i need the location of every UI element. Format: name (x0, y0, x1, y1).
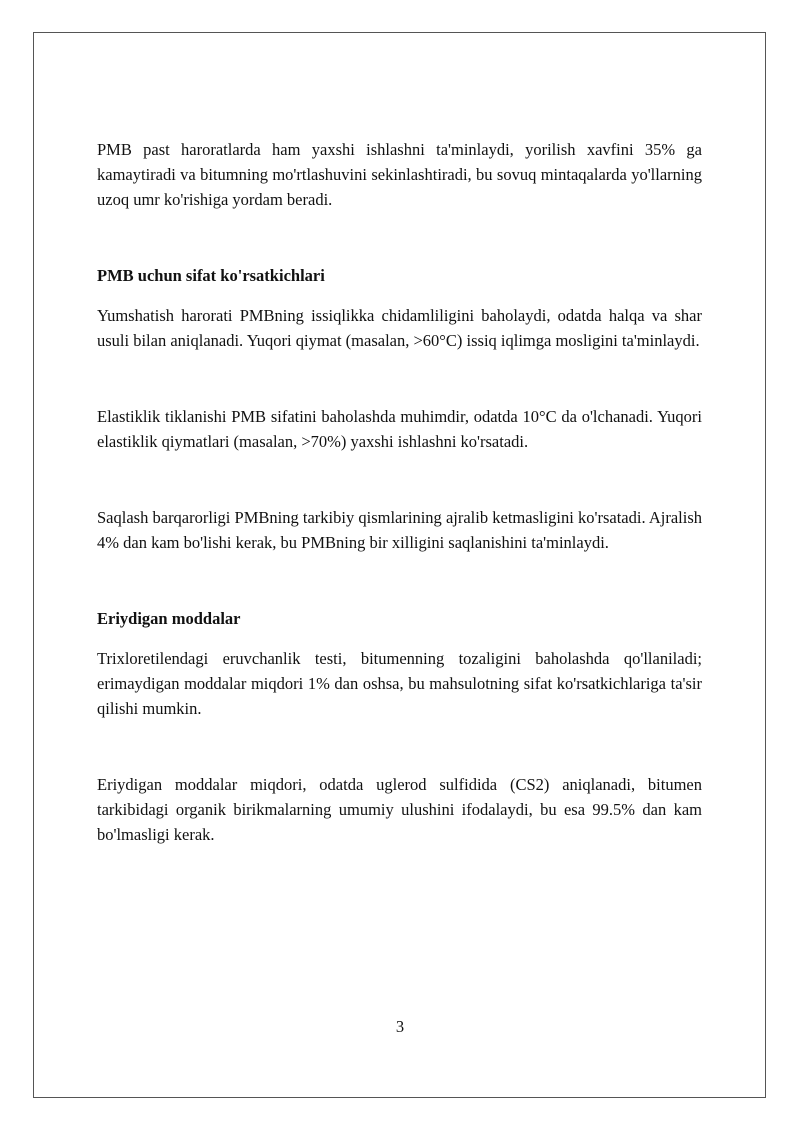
section-heading-quality-indicators: PMB uchun sifat ko'rsatkichlari (97, 266, 325, 285)
spacer (97, 555, 702, 606)
section-heading-soluble-substances: Eriydigan moddalar (97, 609, 241, 628)
paragraph-trichloroethylene-solubility: Trixloretilendagi eruvchanlik testi, bitumenning tozaligini baholashda qo'llaniladi; erimaydigan moddalar miqdori 1% dan oshsa, bu mahsulotning sifat ko'rsatkichlariga ta'sir qilishi mumkin. (97, 649, 702, 718)
spacer (97, 212, 702, 263)
paragraph-soluble-content: Eriydigan moddalar miqdori, odatda uglerod sulfidida (CS2) aniqlanadi, bitumen tarkibidagi organik birikmalarning umumiy ulushini ifodalaydi, bu esa 99.5% dan kam bo'lmasligi kerak. (97, 775, 702, 844)
spacer (97, 454, 702, 505)
paragraph-elastic-recovery: Elastiklik tiklanishi PMB sifatini baholashda muhimdir, odatda 10°C da o'lchanadi. Yuqori elastiklik qiymatlari (masalan, >70%) yaxshi ishlashni ko'rsatadi. (97, 407, 702, 451)
spacer (97, 721, 702, 772)
document-body (97, 137, 702, 847)
spacer (97, 631, 702, 646)
paragraph-low-temperature: PMB past haroratlarda ham yaxshi ishlashni ta'minlaydi, yorilish xavfini 35% ga kamaytiradi va bitumning mo'rtlashuvini sekinlashtiradi, bu sovuq mintaqalarda yo'llarning uzoq umr ko'rishiga yordam beradi. (97, 140, 702, 209)
page-number: 3 (395, 1017, 405, 1036)
spacer (97, 288, 702, 303)
spacer (97, 353, 702, 404)
paragraph-storage-stability: Saqlash barqarorligi PMBning tarkibiy qismlarining ajralib ketmasligini ko'rsatadi. Ajralish 4% dan kam bo'lishi kerak, bu PMBning bir xilligini saqlanishini ta'minlaydi. (97, 508, 702, 552)
paragraph-softening-point: Yumshatish harorati PMBning issiqlikka chidamliligini baholaydi, odatda halqa va shar usuli bilan aniqlanadi. Yuqori qiymat (masalan, >60°C) issiq iqlimga mosligini ta'minlaydi. (97, 306, 702, 350)
